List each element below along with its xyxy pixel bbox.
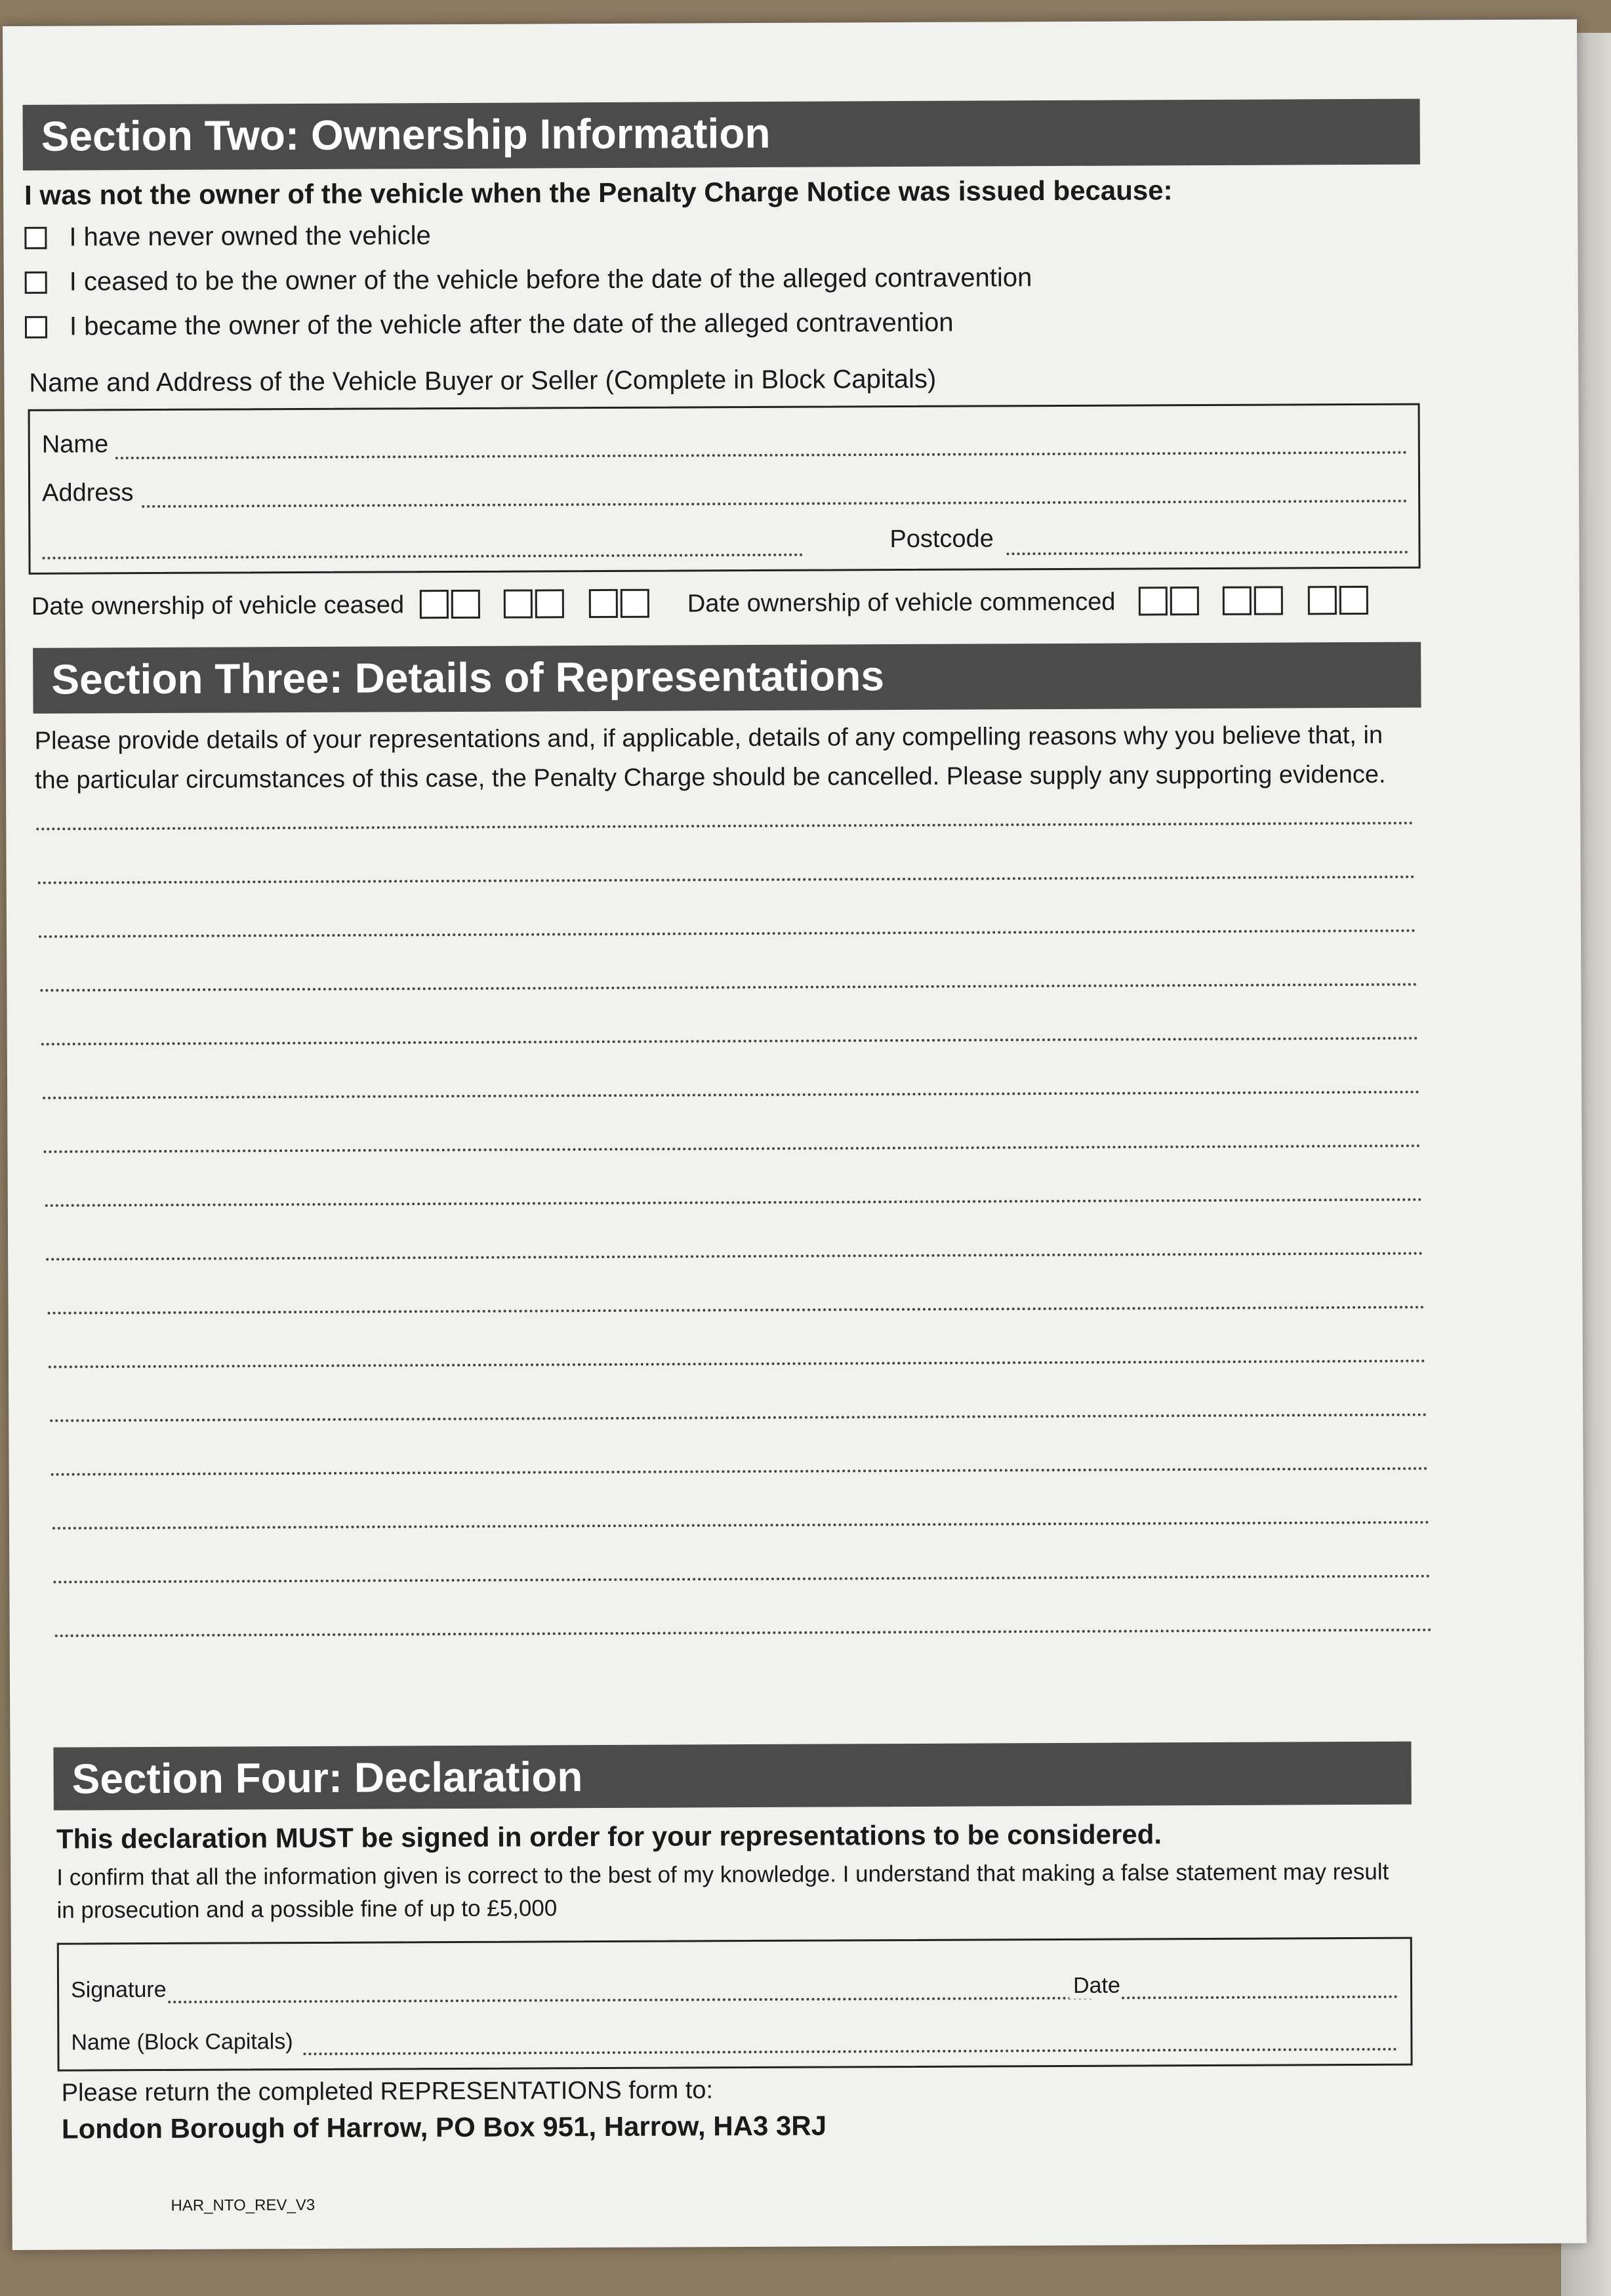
date-ceased-year-2[interactable] (621, 589, 649, 618)
representation-line[interactable] (46, 1252, 1423, 1261)
postcode-field[interactable] (1007, 551, 1408, 556)
date-commenced-day-2[interactable] (1170, 586, 1199, 615)
signature-field[interactable] (168, 1997, 1093, 2003)
buyer-seller-heading: Name and Address of the Vehicle Buyer or Seller (Complete in Block Capitals) (29, 364, 937, 398)
section-two-header (23, 99, 1420, 171)
representations-lines (3, 20, 1577, 26)
representation-line[interactable] (43, 1145, 1421, 1153)
date-ceased-boxes (3, 20, 1577, 26)
form-page (3, 20, 1587, 2250)
date-commenced-year-1[interactable] (1308, 586, 1337, 615)
date-label: Date (1069, 1973, 1124, 1999)
representation-line[interactable] (45, 1199, 1422, 1207)
date-commenced-year-2[interactable] (1339, 586, 1368, 615)
representation-line[interactable] (49, 1360, 1426, 1368)
ownership-intro: I was not the owner of the vehicle when the Penalty Charge Notice was issued because: (24, 174, 1173, 211)
name-field[interactable] (115, 451, 1408, 460)
representation-line[interactable] (41, 1037, 1419, 1046)
name-block-field[interactable] (303, 2048, 1397, 2055)
section-four-title: Section Four: Declaration (71, 1753, 583, 1803)
representation-line[interactable] (47, 1306, 1425, 1315)
section-three-header (33, 642, 1421, 714)
representation-line[interactable] (54, 1629, 1432, 1637)
date-ceased-year-1[interactable] (589, 589, 618, 618)
date-ceased-day-2[interactable] (451, 590, 480, 619)
date-field[interactable] (1122, 1996, 1397, 1999)
representation-line[interactable] (53, 1575, 1431, 1584)
checkbox-never-owned[interactable] (24, 227, 47, 249)
checkbox-became-after[interactable] (25, 316, 47, 338)
representation-line[interactable] (52, 1521, 1429, 1530)
date-commenced-day-1[interactable] (1139, 586, 1168, 615)
form-code: HAR_NTO_REV_V3 (171, 2196, 316, 2215)
date-ceased-month-2[interactable] (535, 589, 564, 618)
address-label: Address (42, 479, 134, 507)
representation-line[interactable] (50, 1414, 1427, 1422)
option-ceased-before: I ceased to be the owner of the vehicle before the date of the alleged contravention (69, 263, 1032, 297)
option-became-after: I became the owner of the vehicle after the date of the alleged contravention (69, 308, 954, 341)
date-commenced-label: Date ownership of vehicle commenced (687, 588, 1116, 618)
declaration-must-sign: This declaration MUST be signed in order for your representations to be considered. (56, 1818, 1162, 1855)
checkbox-ceased-before[interactable] (25, 272, 47, 294)
name-label: Name (41, 430, 109, 459)
address-line-2-field[interactable] (43, 554, 804, 560)
date-ceased-month-1[interactable] (504, 589, 533, 618)
section-two-title: Section Two: Ownership Information (41, 109, 771, 160)
representation-line[interactable] (43, 1091, 1420, 1099)
date-commenced-month-1[interactable] (1223, 586, 1252, 615)
representation-line[interactable] (51, 1467, 1429, 1476)
section-three-title: Section Three: Details of Representations (51, 652, 885, 703)
representation-line[interactable] (39, 930, 1416, 938)
address-field[interactable] (142, 500, 1408, 508)
postcode-label: Postcode (889, 525, 994, 554)
date-commenced-boxes (3, 20, 1577, 26)
representations-instructions: Please provide details of your representations and, if applicable, details of any compelling reasons why you believe that, in the particular circumstances of this case, the Penalty Charge should be cancelled. Please supply any supporting evidence. (34, 721, 1386, 794)
buyer-seller-box (28, 403, 1421, 575)
return-instructions: Please return the completed REPRESENTATIONS form to: (61, 2076, 714, 2107)
signature-label: Signature (70, 1977, 167, 2003)
date-commenced-month-2[interactable] (1254, 586, 1283, 615)
representation-line[interactable] (36, 822, 1414, 830)
option-never-owned: I have never owned the vehicle (69, 221, 431, 252)
representation-line[interactable] (40, 983, 1417, 992)
date-ceased-label: Date ownership of vehicle ceased (31, 591, 405, 621)
declaration-confirm: I confirm that all the information given is correct to the best of my knowledge. I understand that making a false statement may result in prosecution and a possible fine of up to £5,000 (56, 1858, 1389, 1923)
representation-line[interactable] (37, 876, 1415, 884)
section-four-header (53, 1742, 1411, 1811)
name-block-label: Name (Block Capitals) (71, 2029, 293, 2055)
return-address: London Borough of Harrow, PO Box 951, Harrow, HA3 3RJ (61, 2110, 827, 2144)
signature-box (57, 1937, 1413, 2072)
date-ceased-day-1[interactable] (420, 590, 449, 619)
